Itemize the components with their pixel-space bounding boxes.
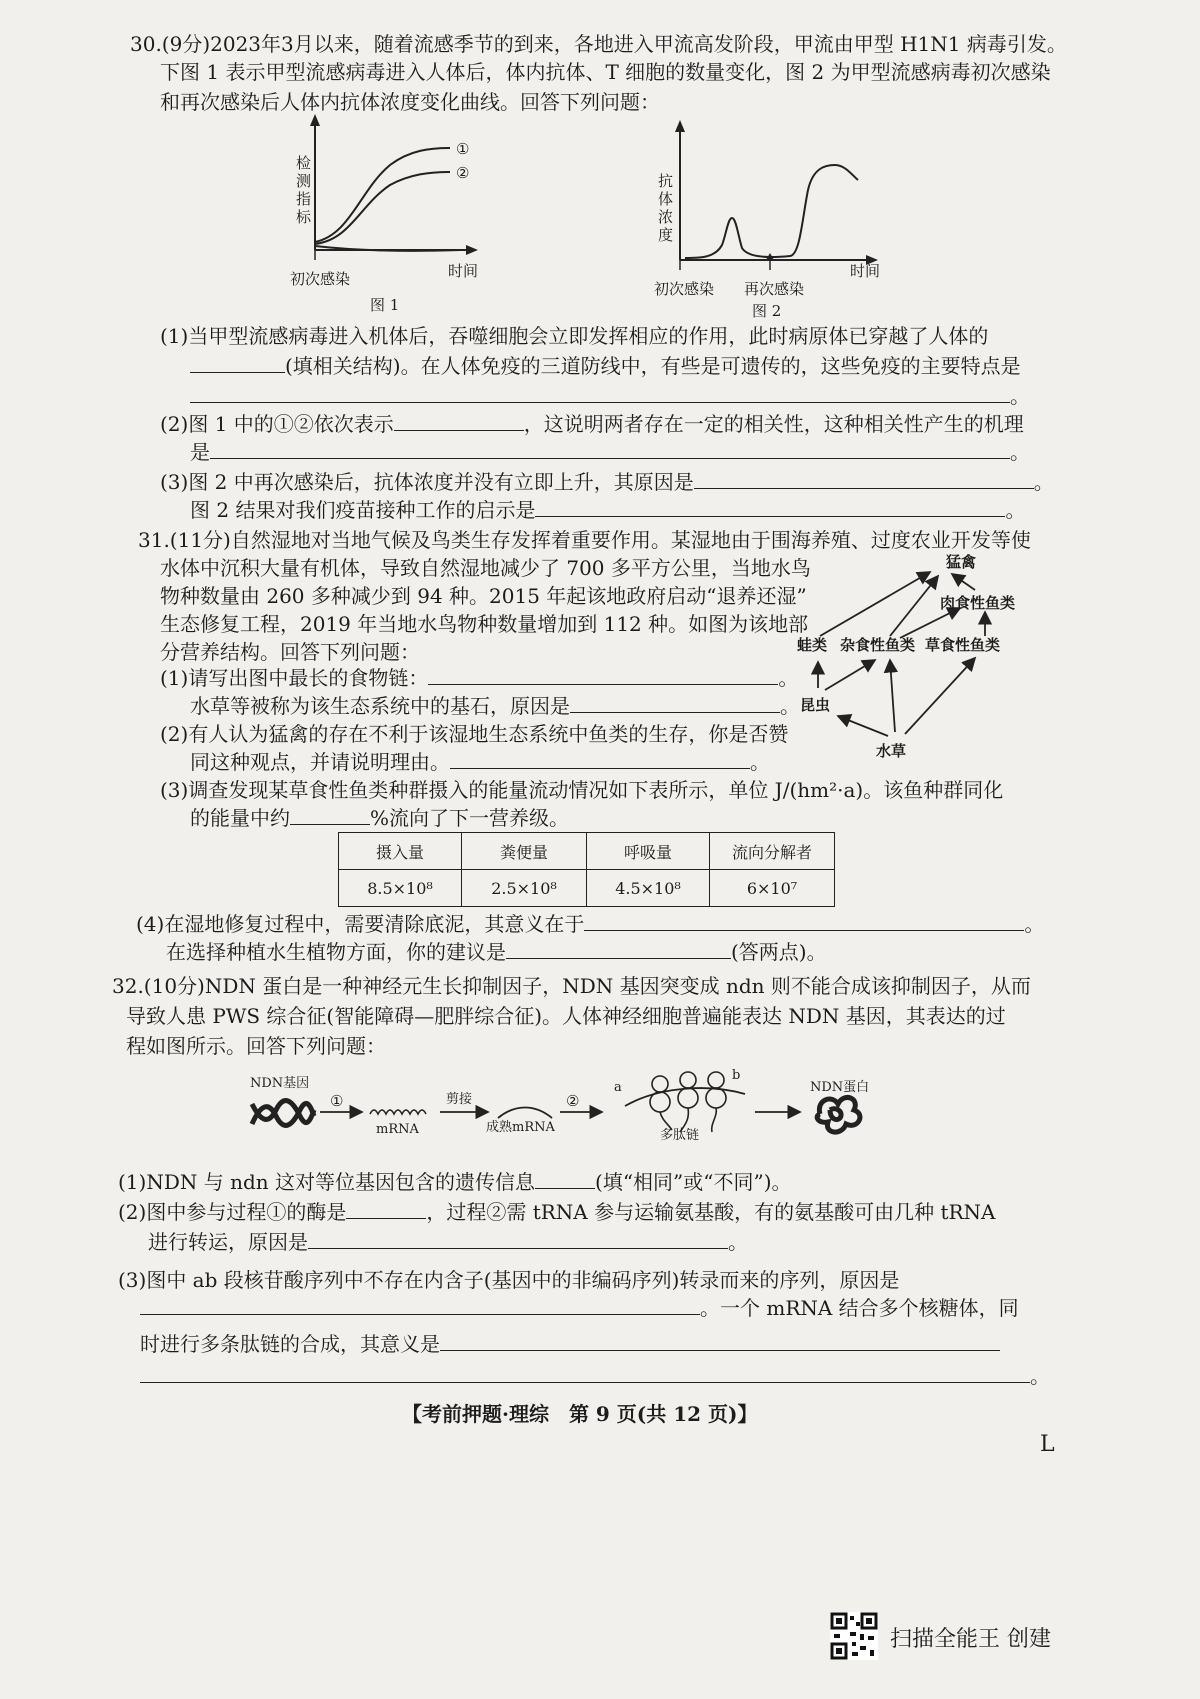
fig2-second-infection: 再次感染: [744, 280, 805, 298]
q32-part2-line2: [148, 1228, 748, 1256]
q32-part1: [118, 1168, 792, 1196]
web-frog: 蛙类: [797, 636, 828, 654]
q30-part1-line2: [190, 352, 1021, 380]
q30-intro-2: 下图 1 表示甲型流感病毒进入人体后，体内抗体、T 细胞的数量变化，图 2 为甲型流感病毒初次感染: [160, 60, 1051, 84]
fig2-ylabel-1: 抗: [658, 172, 674, 190]
diagram-peptide-label: 多肽链: [660, 1128, 700, 1143]
fig1-ylabel-1: 检: [296, 154, 312, 172]
q31-part3-line1: (3)调查发现某草食性鱼类种群摄入的能量流动情况如下表所示，单位 J/(hm²·a)。该鱼种群同化: [160, 778, 1004, 802]
web-herbivore-fish: 草食性鱼类: [925, 636, 1001, 654]
fig2-curve: [685, 165, 858, 258]
fig2-ylabel-2: 体: [658, 190, 674, 208]
q30-part2-line2: [190, 438, 1030, 466]
q30-part1-text2: (填相关结构)。在人体免疫的三道防线中，有些是可遗传的，这些免疫的主要特点是: [285, 354, 1021, 378]
q31-part2-line2: [190, 748, 770, 776]
q32-intro-3: 程如图所示。回答下列问题：: [126, 1034, 386, 1058]
dna-helix-icon: [252, 1101, 314, 1126]
figure-1: [240, 110, 510, 320]
q32-part1-text1: (1)NDN 与 ndn 这对等位基因包含的遗传信息: [118, 1170, 536, 1194]
q31-intro-1: 31.(11分)自然湿地对当地气候及鸟类生存发挥着重要作用。某湿地由于围海养殖、过度农业开发等使: [138, 528, 1031, 552]
answer-blank[interactable]: [346, 1198, 426, 1219]
period: 。: [1005, 498, 1026, 522]
period: 。: [780, 694, 800, 718]
gene-expression-diagram: [240, 1070, 900, 1170]
q32-part3-line4: [140, 1362, 1050, 1390]
diagram-mature-label: 成熟mRNA: [486, 1120, 555, 1135]
fig1-ylabel-2: 测: [296, 172, 312, 190]
diagram-protein-label: NDN蛋白: [810, 1080, 870, 1095]
answer-blank[interactable]: [394, 410, 524, 431]
answer-blank[interactable]: [308, 1228, 728, 1249]
q32-part1-text2: (填“相同”或“不同”)。: [595, 1170, 792, 1194]
q32-part3-line2: [140, 1294, 1019, 1322]
q32-part3-line1: (3)图中 ab 段核苷酸序列中不存在内含子(基因中的非编码序列)转录而来的序列，原因是: [118, 1268, 900, 1292]
q30-part3-text2: 图 2 结果对我们疫苗接种工作的启示是: [190, 498, 536, 522]
mature-mrna-strand: [498, 1108, 552, 1119]
period: 。: [1010, 384, 1030, 408]
answer-blank[interactable]: [190, 352, 285, 373]
q32-part2-text3: 进行转运，原因是: [148, 1230, 308, 1254]
q31-intro-5: 分营养结构。回答下列问题：: [160, 640, 420, 664]
fig2-caption: 图 2: [752, 302, 782, 320]
web-waterweed: 水草: [876, 742, 907, 760]
protein-icon: [817, 1097, 860, 1132]
fig1-xlabel: 时间: [448, 262, 479, 280]
diagram-label-b: b: [732, 1068, 741, 1083]
q30-intro-3: 和再次感染后人体内抗体浓度变化曲线。回答下列问题：: [160, 90, 660, 114]
table-header: 流向分解者: [710, 833, 835, 870]
q31-part1-line2: [190, 692, 800, 720]
answer-blank[interactable]: [210, 438, 1010, 459]
table-row: [339, 870, 835, 907]
q30-part2-text3: 是: [190, 440, 210, 464]
q30-part1-line3: [190, 382, 1030, 410]
answer-blank[interactable]: [190, 382, 1010, 403]
food-web-diagram: [780, 550, 1080, 770]
corner-mark: L: [1040, 1432, 1055, 1457]
answer-blank[interactable]: [440, 1330, 1000, 1351]
answer-blank[interactable]: [694, 468, 1034, 489]
q31-part4-text1: (4)在湿地修复过程中，需要清除底泥，其意义在于: [136, 912, 585, 936]
q30-part2-text2: ，这说明两者存在一定的相关性，这种相关性产生的机理: [523, 412, 1024, 436]
q30-part3-line2: [190, 496, 1025, 524]
diagram-label-a: a: [614, 1080, 622, 1095]
table-cell: 4.5×10⁸: [587, 870, 710, 907]
answer-blank[interactable]: [140, 1294, 700, 1315]
q32-part3-text2: 。一个 mRNA 结合多个核糖体，同: [700, 1296, 1019, 1320]
answer-blank[interactable]: [570, 692, 780, 713]
scanner-text: 扫描全能王 创建: [890, 1627, 1051, 1652]
q32-part3-line3: [140, 1330, 1000, 1358]
fig2-ylabel-4: 度: [658, 226, 674, 244]
web-raptor: 猛禽: [946, 553, 977, 571]
q31-part3-text3: %流向了下一营养级。: [370, 806, 570, 830]
diagram-gene-label: NDN基因: [250, 1076, 310, 1091]
fig1-curve-2-label: ②: [456, 164, 470, 182]
fig1-ylabel-3: 指: [296, 190, 312, 208]
page-footer: 【考前押题·理综 第 9 页(共 12 页)】: [402, 1402, 758, 1426]
q31-part4-line2: [166, 938, 827, 966]
q31-intro-2: 水体中沉积大量有机体，导致自然湿地减少了 700 多平方公里，当地水鸟: [160, 556, 811, 580]
q31-part2-text2: 同这种观点，并请说明理由。: [190, 750, 450, 774]
web-omnivore-fish: 杂食性鱼类: [840, 636, 916, 654]
diagram-step2: ②: [566, 1092, 580, 1110]
q32-intro-1: 32.(10分)NDN 蛋白是一种神经元生长抑制因子，NDN 基因突变成 ndn 则不能合成该抑制因子，从而: [112, 974, 1031, 998]
web-insect: 昆虫: [800, 696, 831, 714]
table-cell: 6×10⁷: [710, 870, 835, 907]
period: 。: [750, 750, 770, 774]
answer-blank[interactable]: [290, 804, 370, 825]
ribosome-icon: [650, 1072, 726, 1132]
answer-blank[interactable]: [428, 664, 778, 685]
energy-flow-table: [338, 832, 835, 907]
fig1-ylabel-4: 标: [296, 208, 312, 226]
table-header: 呼吸量: [587, 833, 710, 870]
table-cell: 8.5×10⁸: [339, 870, 462, 907]
answer-blank[interactable]: [140, 1362, 1030, 1383]
q32-part3-text3: 时进行多条肽链的合成，其意义是: [140, 1332, 440, 1356]
q30-intro-1: 30.(9分)2023年3月以来，随着流感季节的到来，各地进入甲流高发阶段，甲流由甲型 H1N1 病毒引发。: [130, 32, 1067, 56]
mrna-strand: [370, 1110, 426, 1114]
q31-part1-text2: 水草等被称为该生态系统中的基石，原因是: [190, 694, 570, 718]
diagram-splice-label: 剪接: [446, 1092, 473, 1107]
q31-part3-text2: 的能量中约: [190, 806, 290, 830]
q32-part2-line1: [118, 1198, 996, 1226]
table-header: 粪便量: [462, 833, 587, 870]
answer-blank[interactable]: [506, 938, 731, 959]
q31-part4-line1: [136, 910, 1044, 938]
q31-part3-line2: [190, 804, 569, 832]
diagram-mrna-label: mRNA: [376, 1122, 419, 1137]
fig2-ylabel-3: 浓: [658, 208, 674, 226]
q31-part1-line1: [160, 664, 798, 692]
q31-part2-line1: (2)有人认为猛禽的存在不利于该湿地生态系统中鱼类的生存，你是否赞: [160, 722, 789, 746]
table-header: 摄入量: [339, 833, 462, 870]
fig2-xlabel: 时间: [850, 262, 881, 280]
period: 。: [1030, 1364, 1050, 1388]
period: 。: [1024, 912, 1045, 936]
table-header-row: [339, 833, 835, 870]
answer-blank[interactable]: [535, 1168, 595, 1189]
fig1-curve-1: [315, 148, 450, 242]
web-carnivore-fish: 肉食性鱼类: [940, 594, 1016, 612]
fig2-first-infection: 初次感染: [654, 280, 715, 298]
q30-part2-text1: (2)图 1 中的①②依次表示: [160, 412, 394, 436]
q31-part1-text1: (1)请写出图中最长的食物链：: [160, 666, 429, 690]
qr-code-icon: [830, 1612, 878, 1660]
q31-part4-text3: (答两点)。: [731, 940, 827, 964]
answer-blank[interactable]: [450, 748, 750, 769]
q30-part2-line1: [160, 410, 1024, 438]
fig1-caption: 图 1: [370, 296, 400, 314]
q30-part3-line1: [160, 468, 1054, 496]
answer-blank[interactable]: [535, 496, 1005, 517]
period: 。: [778, 666, 799, 690]
fig1-curve-1-label: ①: [456, 140, 470, 158]
period: 。: [1010, 440, 1030, 464]
q31-intro-3: 物种数量由 260 多种减少到 94 种。2015 年起该地政府启动“退养还湿”: [160, 584, 807, 608]
q32-part2-text2: ，过程②需 tRNA 参与运输氨基酸，有的氨基酸可由几种 tRNA: [426, 1200, 996, 1224]
period: 。: [728, 1230, 748, 1254]
scanner-watermark: [830, 1612, 1190, 1662]
q30-part3-text1: (3)图 2 中再次感染后，抗体浓度并没有立即上升，其原因是: [160, 470, 694, 494]
q32-intro-2: 导致人患 PWS 综合征(智能障碍—肥胖综合征)。人体神经细胞普遍能表达 NDN 基因，其表达的过: [126, 1004, 1006, 1028]
q32-part2-text1: (2)图中参与过程①的酶是: [118, 1200, 347, 1224]
table-cell: 2.5×10⁸: [462, 870, 587, 907]
q30-part1-line1: (1)当甲型流感病毒进入机体后，吞噬细胞会立即发挥相应的作用，此时病原体已穿越了人体的: [160, 324, 989, 348]
period: 。: [1033, 470, 1054, 494]
q31-intro-4: 生态修复工程，2019 年当地水鸟物种数量增加到 112 种。如图为该地部: [160, 612, 809, 636]
answer-blank[interactable]: [584, 910, 1024, 931]
fig1-xstart: 初次感染: [290, 270, 351, 288]
q31-part4-text2: 在选择种植水生植物方面，你的建议是: [166, 940, 506, 964]
diagram-step1: ①: [330, 1092, 344, 1110]
